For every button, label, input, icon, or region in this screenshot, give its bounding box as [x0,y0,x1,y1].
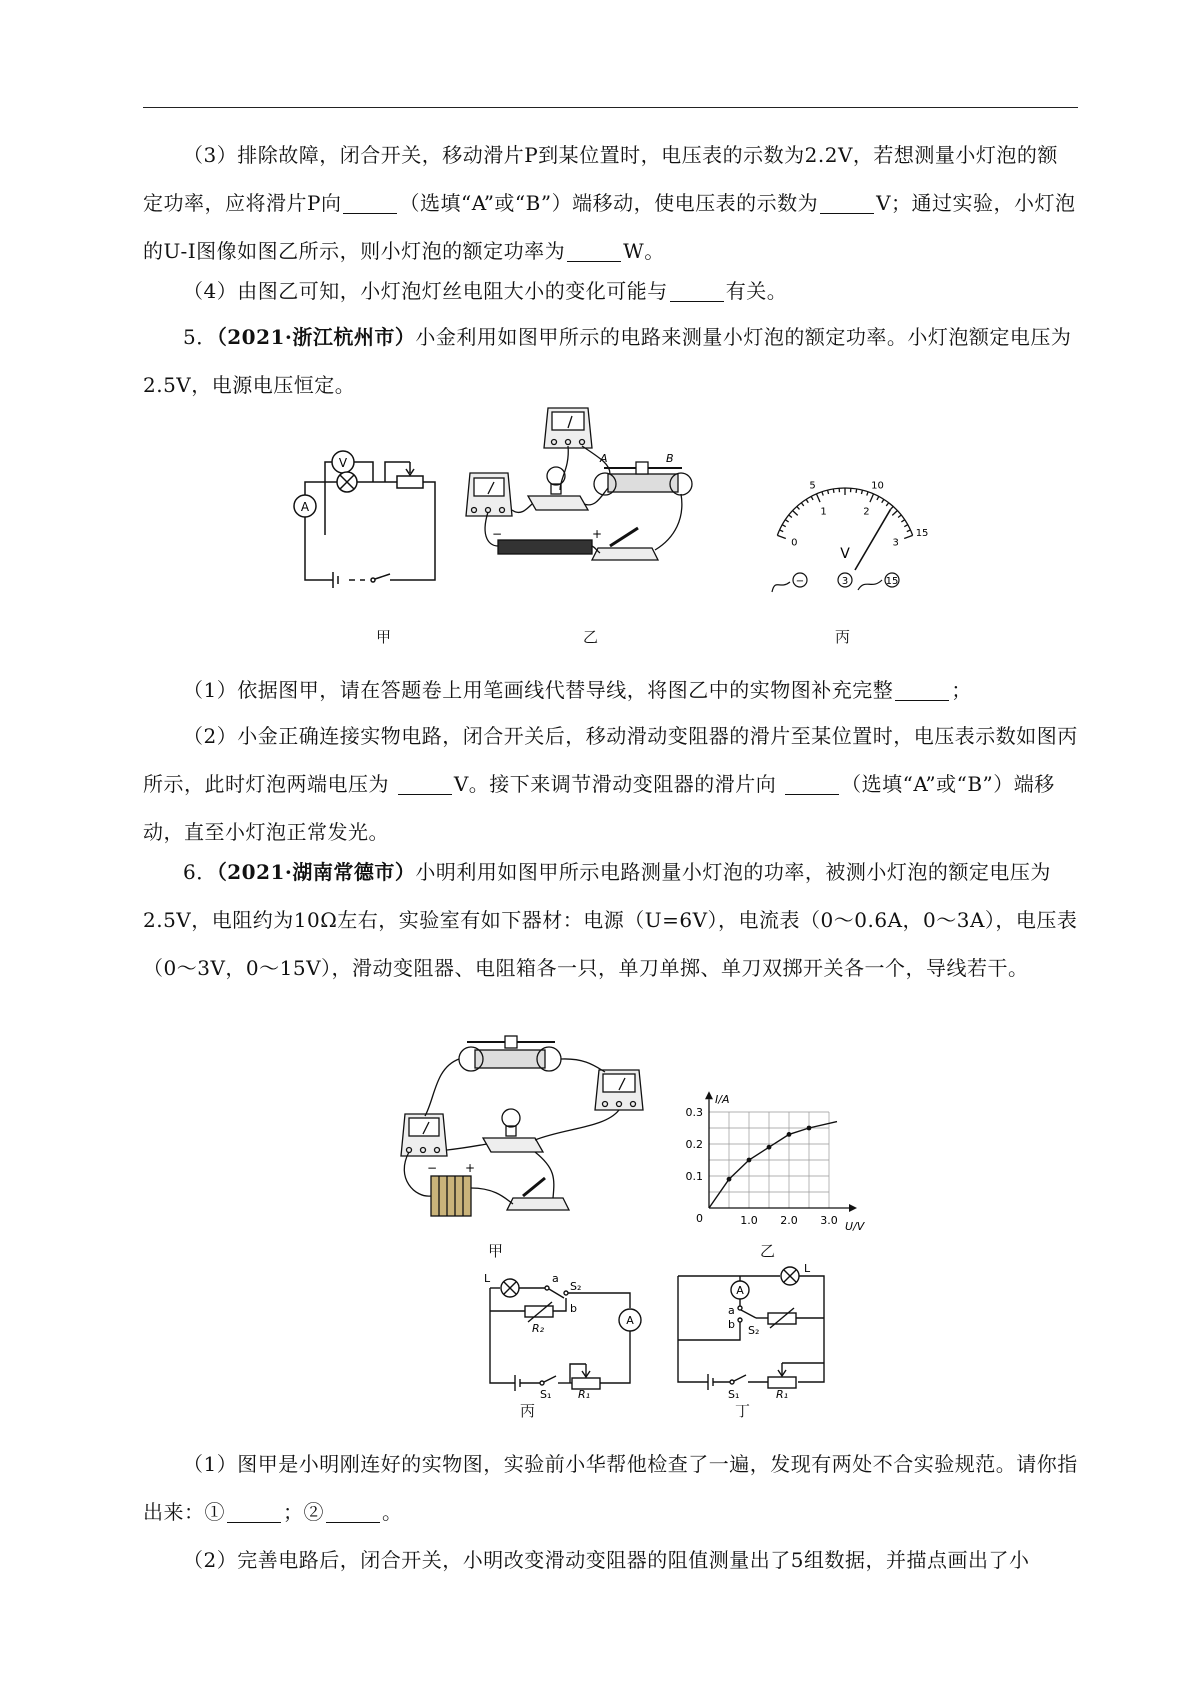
q6-part1: （1）图甲是小明刚连好的实物图，实验前小华帮他检查了一遍，发现有两处不合实验规范。请你指出来：① ；② 。 [143,1452,1078,1524]
dial-tick [856,489,857,493]
dial-tick [892,511,897,516]
q6-caption-yi: 乙 [760,1242,776,1260]
x-tick-label: 2.0 [780,1214,798,1227]
answer-blank[interactable] [227,1500,281,1523]
q6-caption-bing: 丙 [520,1402,536,1420]
answer-blank[interactable] [785,772,839,795]
x-tick-label: 1.0 [740,1214,758,1227]
label-S1: S₁ [728,1388,740,1398]
q5-fig-jia [285,440,455,600]
q6-source: （2021·湖南常德市） [216,860,416,884]
data-point [787,1132,792,1137]
header-rule [143,107,1078,108]
answer-blank[interactable] [343,191,397,214]
dial-tick [780,530,784,532]
q6-caption-ding: 丁 [735,1402,751,1420]
battery-plus: + [465,1161,476,1175]
q5-fig-yi [460,398,720,608]
dial-tick [811,496,813,500]
dial-unit: V [840,546,850,562]
dial-tick [861,490,862,494]
answer-blank[interactable] [398,772,452,795]
dial-tick [828,490,829,494]
dial-tick [867,492,868,496]
q6-fig-yi-chart [675,1050,875,1235]
label-a: a [728,1304,735,1317]
dial-tick [886,503,888,506]
label-R2: R₂ [532,1322,545,1335]
dial-tick [901,520,904,522]
label-R1: R₁ [776,1388,789,1398]
dial-tick [904,535,912,538]
y-tick-label: 0.1 [685,1170,703,1183]
q6-fig-ding [668,1262,843,1398]
label-ammeter: A [626,1314,634,1327]
data-point [747,1158,752,1163]
label-L: L [484,1272,491,1285]
dial-tick [797,506,800,509]
dial-lower-tick-label: 3 [892,537,899,549]
dial-tick [904,525,907,527]
label-S2: S₂ [570,1280,582,1293]
y-tick-label: 0.2 [685,1138,703,1151]
battery-minus: − [427,1161,438,1175]
dial-tick [777,535,785,538]
dial-lower-tick-label: 2 [863,506,870,518]
dial-upper-tick-label: 5 [809,480,816,492]
y-tick-label: 0.3 [685,1106,703,1119]
q5-intro: 5．（2021·浙江杭州市）小金利用如图甲所示的电路来测量小灯泡的额定功率。小灯泡额定电压为2.5V，电源电压恒定。 [143,325,1072,397]
dial-tick [789,515,792,517]
origin-label: 0 [696,1212,703,1225]
dial-tick [785,520,788,522]
q6-fig-jia [395,1028,695,1233]
data-point [727,1177,732,1182]
dial-tick [782,525,785,527]
terminal-3: 3 [841,576,849,587]
q5-source: （2021·浙江杭州市） [216,325,416,349]
dial-tick [898,515,901,517]
dial-lower-tick-label: 1 [820,506,827,518]
x-axis-label: U/V [845,1220,865,1233]
q5-caption-jia: 甲 [376,628,392,646]
battery-plus: + [592,527,603,541]
dial-arc [777,488,912,535]
q4-part4: （4）由图乙可知，小灯泡灯丝电阻大小的变化可能与 有关。 [183,279,788,303]
terminal-15: 15 [885,576,899,587]
label-L: L [804,1262,811,1275]
answer-blank[interactable] [820,191,874,214]
dial-upper-tick-label: 15 [915,527,929,539]
q5-caption-yi: 乙 [583,628,599,646]
q6-intro: 6．（2021·湖南常德市）小明利用如图甲所示电路测量小灯泡的功率，被测小灯泡的额定电压为2.5V，电阻约为10Ω左右，实验室有如下器材：电源（U=6V），电流表（0～0.6A，0～3A），电压表（0～3V，0～15V），滑动变阻器、电阻箱各一只，单刀单掷、单刀双掷开关各一个，导线若干。 [143,860,1078,980]
label-S1: S₁ [540,1388,552,1398]
dial-tick [877,496,879,500]
q6-caption-jia: 甲 [488,1242,504,1260]
ammeter-label: A [300,500,310,514]
dial-tick [870,494,874,502]
label-b: b [570,1302,577,1315]
slider-b-label: B [666,452,674,465]
dial-needle [855,509,891,570]
dial-tick [822,492,823,496]
terminal-minus: − [795,576,805,587]
label-S2: S₂ [748,1324,760,1337]
q5-part2: （2）小金正确连接实物电路，闭合开关后，移动滑动变阻器的滑片至某位置时，电压表示数如图丙所示，此时灯泡两端电压为 V。接下来调节滑动变阻器的滑片向 （选填“A”或“B”）端移动，直至小灯泡正常发光。 [143,724,1078,844]
dial-upper-tick-label: 10 [871,480,884,492]
dial-tick [891,506,894,509]
voltmeter-label: V [338,456,348,470]
dial-tick [907,530,911,532]
slider-a-label: A [600,452,608,465]
label-b: b [728,1318,735,1331]
curve-line [709,1122,837,1208]
q6-part2: （2）完善电路后，闭合开关，小明改变滑动变阻器的阻值测量出了5组数据，并描点画出了小 [183,1548,1030,1572]
answer-blank[interactable] [567,239,621,262]
label-R1: R₁ [578,1388,591,1398]
q5-fig-bing [760,440,930,600]
y-axis-label: I/A [715,1093,730,1107]
y-axis-arrow [705,1091,713,1099]
dial-tick [801,503,803,506]
label-ammeter: A [736,1284,744,1297]
answer-blank[interactable] [670,279,724,302]
q6-fig-bing [470,1268,655,1398]
q4-part3: （3）排除故障，闭合开关，移动滑片P到某位置时，电压表的示数为2.2V，若想测量小灯泡的额定功率，应将滑片P向 （选填“A”或“B”）端移动，使电压表的示数为 V；通过实验，小灯泡的U-I图像如图乙所示，则小灯泡的额定功率为 W。 [143,143,1076,263]
dial-tick [882,499,884,502]
dial-tick [806,499,808,502]
x-tick-label: 3.0 [820,1214,838,1227]
answer-blank[interactable] [326,1500,380,1523]
data-point [767,1145,772,1150]
x-axis-arrow [849,1204,857,1212]
dial-lower-tick-label: 0 [791,537,798,549]
dial-tick [793,511,798,516]
label-a: a [552,1272,559,1285]
dial-tick [833,489,834,493]
q5-caption-bing: 丙 [835,628,851,646]
dial-tick [816,494,820,502]
battery-minus: − [492,527,503,541]
q5-part1: （1）依据图甲，请在答题卷上用笔画线代替导线，将图乙中的实物图补充完整 ； [183,678,972,702]
answer-blank[interactable] [895,678,949,701]
data-point [807,1126,812,1131]
